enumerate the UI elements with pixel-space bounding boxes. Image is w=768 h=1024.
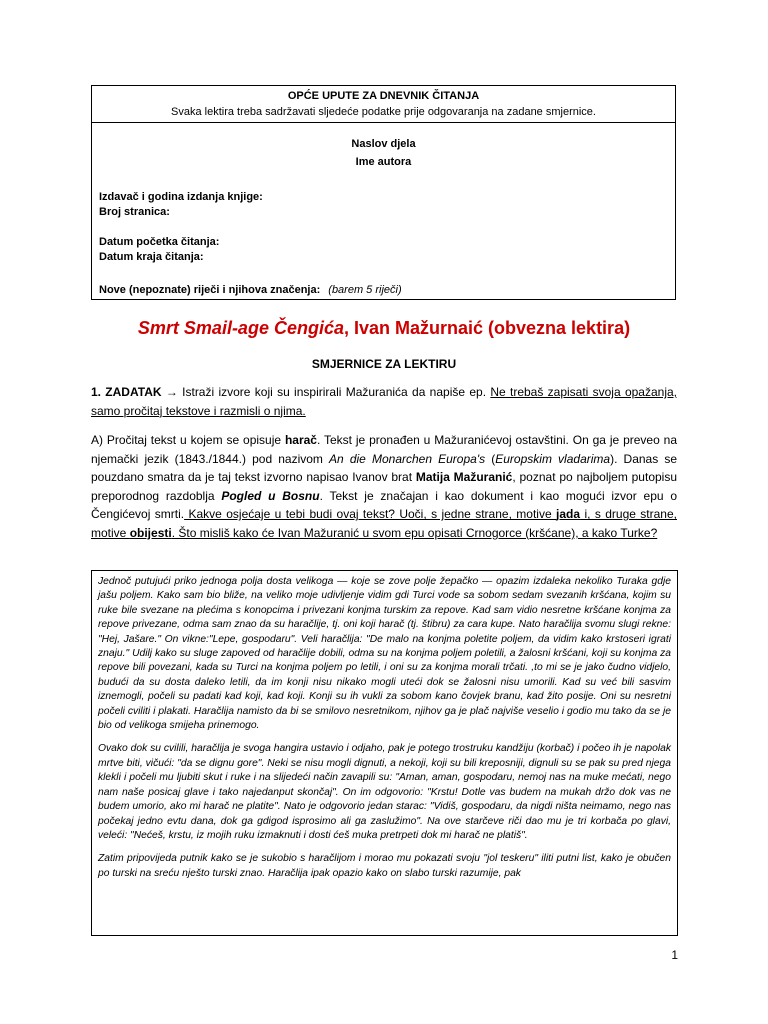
- task-1-text: Istraži izvore koji su inspirirali Mažuranića da napiše ep.: [177, 385, 491, 399]
- work-pogled-u-bosnu: Pogled u Bosnu: [221, 488, 320, 503]
- section-subtitle: SMJERNICE ZA LEKTIRU: [311, 357, 457, 371]
- publisher-label: Izdavač i godina izdanja knjige:: [99, 191, 263, 203]
- work-title-label: Naslov djela: [351, 138, 416, 150]
- new-words-note: (barem 5 riječi): [328, 284, 402, 296]
- instructions-heading: OPĆE UPUTE ZA DNEVNIK ČITANJA: [287, 90, 480, 102]
- reading-end-label: Datum kraja čitanja:: [99, 251, 204, 263]
- task-1-paragraph: [91, 383, 677, 420]
- quote-paragraph-1: Jednoč putujući priko jednoga polja dosta velikoga — koje se zove polje žepačko — opazim izdaleka nekoliko Turaka gdje jašu poljem. Kako sam bio bliže, na veliko moje udivljenje vidim gdi Turci vode sa sobom sedam svezanih kršćana, kojim su ruke bile svezane na plećima s konopcima i privezani konjma turskim za repove. Kad sam vidio nesretne kršćane konjma za repove privezane, odma sam znao da su haračlije, tj. oni koji harač (tj. štibru) za cara kupe. Nato haračlija svomu slugi rekne: "Hej, Jašare." On vikne:"Lepe, gospodaru". Veli haračlija: "De malo na konjma poletite poljem, da vidim kako krstoseri igrati znaju." Udilj kako su sluge zapoved od haračlije dobili, odma su na konjma poljem poletili, a žalosni kršćani, koji su konjma za repove bili povezani, kada su Turci na konjma poljem po letili, i oni su za konjma morali trčati. ,to mi se je jako čudno vidjelo, budući da su dosta daleko letili, da im konji nisu nikako mogli uteći dok se žalosni nisu umorili. Kad su već bili sasvim iznemogli, počeli su padati kad koji, kad koji. Konji su ih vukli za sobom kano čovjek branu, kad žito posije. Oni su nesretni počeli cviliti i plakati. Haračlija namisto da bi se smilovo nesretnikom, njihov ga je plač najviše veselio i godio mu tako da se je bio od velikoga smijeha prinemogo.: [98, 576, 671, 732]
- new-words-label: Nove (nepoznate) riječi i njihova značenja:: [99, 284, 321, 296]
- reading-diary-instructions-box: [91, 85, 676, 300]
- paragraph-a: A) Pročitaj tekst u kojem se opisuje harač. Tekst je pronađen u Mažuranićevoj ostavštini. On ga je preveo na njemački jezik (1843./1844.) pod nazivom An die Monarchen Europa's (Europskim vladarima). Danas se pouzdano smatra da je taj tekst izvorno napisao Ivanov brat Matija Mažuranić, poznat po najboljem putopisu preporodnog razdoblja Pogled u Bosnu. Tekst je značajan i kao dokument i kao mogući izvor epu o Čengićevoj smrti. Kakve osjećaje u tebi budi ovaj tekst? Uoči, s jedne strane, motive jada i, s druge strane, motive obijesti. Što misliš kako će Ivan Mažuranić u svom epu opisati Crnogorce (kršćane), a kako Turke?: [91, 433, 678, 540]
- keyword-jada: jada: [556, 507, 581, 522]
- author-label: Ime autora: [355, 156, 412, 168]
- page-title: [0, 316, 768, 340]
- task-1-label: 1. ZADATAK: [91, 385, 162, 399]
- quote-paragraph-3: Zatim pripovijeda putnik kako se je sukobio s haračlijom i morao mu pokazati svoju "jol teskeru" iliti putni list, kako je obučen po turski na sreću nješto turski znao. Haračlija ipak opazio kako on slabo turski razumije, pak: [98, 853, 671, 879]
- task-1-underlined-text: Ne trebaš zapisati svoja opažanja, samo pročitaj tekstove i razmisli o njima.: [91, 385, 677, 418]
- quote-paragraph-2: Ovako dok su cvilili, haračlija je svoga hangira ustavio i odjaho, pak je potego trostruku kandžiju (korbač) i počeo ih je napolak mrtve biti, vičući: "da se dignu gore". Neki se nisu mogli dignuti, a nekoji, koji su bili kreposniji, dignuli su se pak su pred njega klekli i počeli mu ljubiti skut i ruke i na slijedeći način zavapili su: "Aman, aman, gospodaru, nemoj nas na muke mećati, nego nam naše posicaj glave i tako najedanput skončaj". On im odgovorio: "Krstu! Dotle vas budem na mukah držo dok vas ne budem umorio, ako mi harač ne platite". Nato je odgovorio jedan starac: "Vidiš, gospodaru, da nigdi ništa neimamo, nego nas počekaj jedno evtu dana, dok ga gdigod isprosimo ali ga zaslužimo". Na ove starčeve riči dao mu je tri korbača po glavi, veleći: "Nećeš, krstu, iz mojih ruku izmaknuti i dosti ćeš muka pretrpeti dok mi harač ne platiš".: [98, 743, 671, 841]
- instructions-header: [92, 86, 675, 123]
- quoted-text-box: [91, 570, 678, 936]
- author-name-matija: Matija Mažuranić: [415, 470, 513, 485]
- keyword-obijesti: obijesti: [129, 525, 172, 540]
- reading-start-label: Datum početka čitanja:: [99, 236, 220, 248]
- page-number: 1: [671, 948, 678, 962]
- keyword-harac: harač: [284, 433, 317, 447]
- work-title: Smrt Smail-age Čengića, Ivan Mažurnaić (obvezna lektira): [137, 318, 631, 338]
- page-count-label: Broj stranica:: [99, 206, 170, 218]
- new-words-line: [99, 283, 402, 297]
- arrow-right-icon: →: [165, 385, 178, 399]
- instructions-subheading: Svaka lektira treba sadržavati sljedeće podatke prije odgovaranja na zadane smjernice.: [171, 106, 596, 118]
